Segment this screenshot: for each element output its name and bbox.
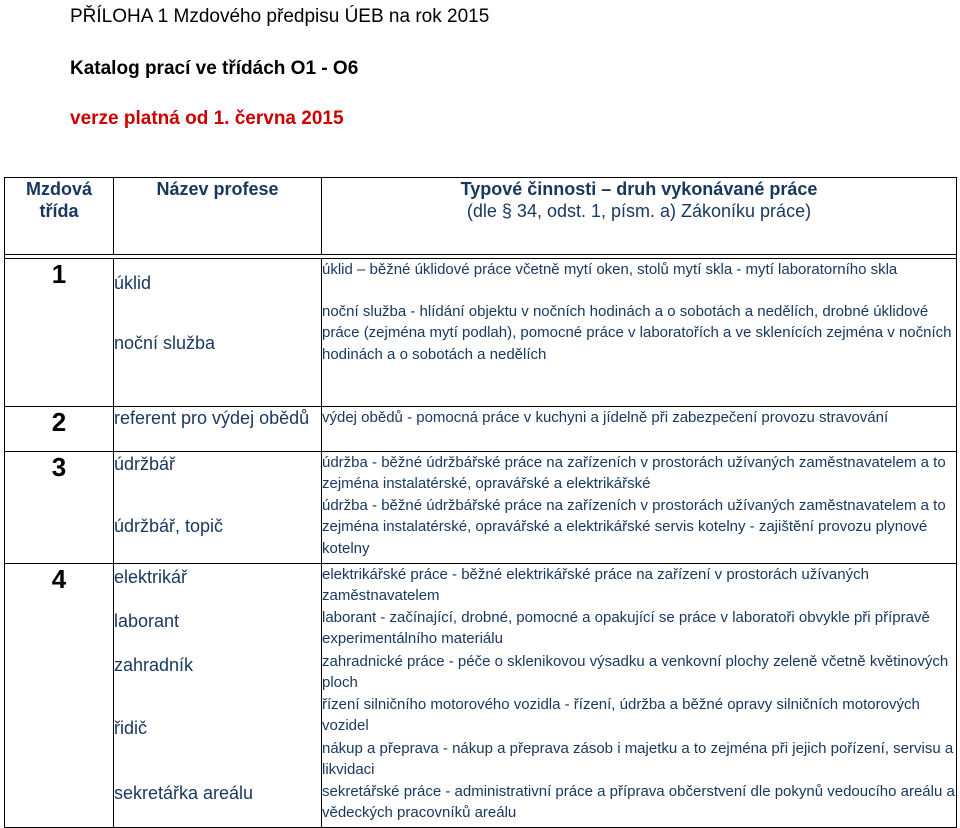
activity-description: výdej obědů - pomocná práce v kuchyni a jídelně při zabezpečení provozu stravování [322, 409, 889, 426]
profession-name: noční služba [114, 333, 216, 353]
profession-name: laborant [114, 611, 180, 631]
description-cell [322, 407, 957, 452]
profession-name: zahradník [114, 655, 194, 675]
class-number: 1 [5, 259, 114, 407]
table-row [5, 452, 957, 564]
profession-name: referent pro výdej obědů [114, 408, 310, 428]
table-row [5, 407, 957, 452]
table-row [5, 259, 957, 407]
description-cell [322, 259, 957, 407]
document-title: PŘÍLOHA 1 Mzdového předpisu ÚEB na rok 2015 [70, 6, 490, 27]
table-header-row [5, 178, 957, 255]
activity-description: sekretářské práce - administrativní práce a příprava občerstvení dle pokynů vedoucího areálu a vědeckých pracovníků areálu [322, 783, 955, 822]
header-profession-label: Název profese [156, 179, 279, 199]
profession-name: údržbář, topič [114, 516, 224, 536]
profession-name: sekretářka areálu [114, 783, 254, 803]
activity-description: nákup a přeprava - nákup a přeprava zásob i majetku a to zejména při jejich pořízení, servisu a likvidaci [322, 740, 954, 779]
activity-description: zahradnické práce - péče o sklenikovou výsadku a venkovní plochy zeleně včetně květinových ploch [322, 653, 949, 692]
work-catalog-table [4, 177, 957, 828]
header-wage-class-label: Mzdová třída [25, 179, 92, 221]
version-note: verze platná od 1. června 2015 [70, 108, 344, 129]
activity-description: elektrikářské práce - běžné elektrikářské práce na zařízení v prostorách užívaných zaměstnavatelem [322, 566, 869, 605]
profession-cell [114, 259, 322, 407]
header-profession [114, 178, 322, 255]
catalog-title: Katalog prací ve třídách O1 - O6 [70, 58, 359, 79]
class-number: 2 [5, 407, 114, 452]
class-number: 4 [5, 564, 114, 828]
activity-description: laborant - začínající, drobné, pomocné a opakující se práce v laboratoři obvykle při přípravě experimentálního materiálu [322, 609, 930, 648]
class-number: 3 [5, 452, 114, 564]
profession-cell [114, 452, 322, 564]
profession-name: úklid [114, 273, 152, 293]
activity-description: údržba - běžné údržbářské práce na zařízeních v prostorách užívaných zaměstnavatelem a to zejména instalatérské, opravářské a elektrikářské servis kotelny - zajištění provozu plynové kotelny [322, 497, 946, 557]
activity-description: údržba - běžné údržbářské práce na zařízeních v prostorách užívaných zaměstnavatelem a to zejména instalatérské, opravářské a elektrikářské [322, 454, 946, 493]
header-wage-class [5, 178, 114, 255]
table-row [5, 564, 957, 828]
profession-cell [114, 407, 322, 452]
profession-name: údržbář [114, 454, 176, 474]
activity-description: úklid – běžné úklidové práce včetně mytí oken, stolů mytí skla - mytí laboratorního skla [322, 261, 898, 278]
description-cell [322, 452, 957, 564]
header-activities [322, 178, 957, 255]
header-activities-label: Typové činnosti – druh vykonávané práce [460, 179, 818, 199]
activity-description: řízení silničního motorového vozidla - řízení, údržba a běžné opravy silničních motorových vozidel [322, 696, 920, 735]
profession-name: řidič [114, 718, 148, 738]
profession-cell [114, 564, 322, 828]
activity-description: noční služba - hlídání objektu v nočních hodinách a o sobotách a nedělích, drobné úklidové práce (zejména mytí podlah), pomocné práce v laboratořích a ve sklenících zejména v nočních hodinách a o sobotách a nedělích [322, 303, 952, 363]
profession-name: elektrikář [114, 567, 188, 587]
header-activities-sub: (dle § 34, odst. 1, písm. a) Zákoníku práce) [466, 201, 812, 221]
description-cell [322, 564, 957, 828]
